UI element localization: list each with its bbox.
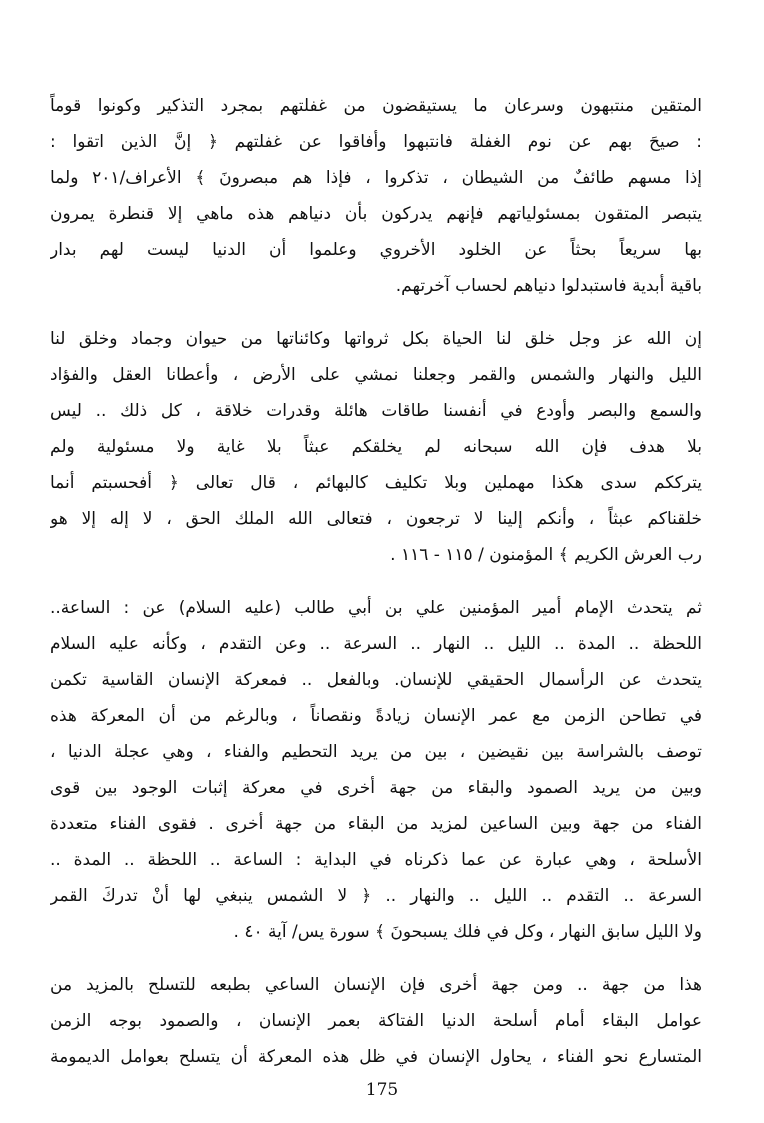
text-line: الفناء من جهة وبين الساعين لمزيد من البقاء من جهة أخرى . فقوى الفناء متعددة xyxy=(50,814,702,834)
text-line: الأسلحة ، وهي عبارة عن عما ذكرناه في البداية : الساعة .. اللحظة .. المدة .. xyxy=(50,850,702,870)
text-line: باقية أبدية فاستبدلوا دنياهم لحساب آخرتهم. xyxy=(395,276,702,296)
text-line: بها سريعاً بحثاً عن الخلود الأخروي وعلموا أن الدنيا ليست لهم بدار xyxy=(50,240,702,260)
text-line: اللحظة .. المدة .. الليل .. النهار .. السرعة .. وعن التقدم ، وكأنه عليه السلام xyxy=(50,634,702,654)
paragraph-1 xyxy=(50,88,702,304)
text-line: خلقناكم عبثاً ، وأنكم إلينا لا ترجعون ، فتعالى الله الملك الحق ، لا إله إلا هو xyxy=(50,509,702,529)
text-line: : صيحَ بهم عن نوم الغفلة فانتبهوا وأفاقوا عن غفلتهم ﴿ إنَّ الذين اتقوا : xyxy=(50,132,702,152)
text-line: الليل والنهار والشمس والقمر وجعلنا نمشي على الأرض ، وأعطانا العقل والفؤاد xyxy=(50,365,702,385)
text-line: وبين من يريد الصمود والبقاء من جهة أخرى في معركة إثبات الوجود بين قوى xyxy=(50,778,702,798)
text-line: ولا الليل سابق النهار ، وكل في فلك يسبحونَ ﴾ سورة يس/ آية ٤٠ . xyxy=(233,922,702,942)
page-number: 175 xyxy=(365,1080,399,1100)
text-line: يتبصر المتقون بمسئولياتهم فإنهم يدركون بأن دنياهم هذه ماهي إلا قنطرة يمرون xyxy=(50,204,702,224)
text-line: يتحدث عن الرأسمال الحقيقي للإنسان. وبالفعل .. فمعركة الإنسان القاسية تكمن xyxy=(50,670,702,690)
text-line: المتسارع نحو الفناء ، يحاول الإنسان في ظل هذه المعركة أن يتسلح بعوامل الديمومة xyxy=(50,1047,702,1067)
text-line: في تطاحن الزمن مع عمر الإنسان زيادةً ونقصاناً ، وبالرغم من أن المعركة هذه xyxy=(50,706,702,726)
paragraph-4 xyxy=(50,967,702,1075)
text-line: المتقين منتبهون وسرعان ما يستيقضون من غفلتهم بمجرد التذكير وكونوا قوماً xyxy=(50,96,702,116)
text-line: عوامل البقاء أمام أسلحة الدنيا الفتاكة بعمر الإنسان ، والصمود بوجه الزمن xyxy=(50,1011,702,1031)
text-line: هذا من جهة .. ومن جهة أخرى فإن الإنسان الساعي بطبعه للتسلح بالمزيد من xyxy=(50,975,702,995)
paragraph-3 xyxy=(50,590,702,950)
text-line: رب العرش الكريم ﴾ المؤمنون / ١١٥ - ١١٦ . xyxy=(390,545,702,565)
text-line: إذا مسهم طائفٌ من الشيطان ، تذكروا ، فإذا هم مبصرونَ ﴾ الأعراف/٢٠١ ولما xyxy=(50,168,702,188)
text-line: والسمع والبصر وأودع في أنفسنا طاقات هائلة وقدرات خلاقة ، كل ذلك .. ليس xyxy=(50,401,702,421)
text-line: ثم يتحدث الإمام أمير المؤمنين علي بن أبي طالب (عليه السلام) عن : الساعة.. xyxy=(50,598,702,618)
text-line: السرعة .. التقدم .. الليل .. والنهار .. ﴿ لا الشمس ينبغي لها أنْ تدركَ القمر xyxy=(50,886,702,906)
paragraph-2 xyxy=(50,321,702,573)
text-line: توصف بالشراسة بين نقيضين ، بين من يريد التحطيم والفناء ، وهي عجلة الدنيا ، xyxy=(50,742,702,762)
text-line: يترككم سدى هكذا مهملين وبلا تكليف كالبهائم ، قال تعالى ﴿ أفحسبتم أنما xyxy=(50,473,702,493)
text-line: بلا هدف فإن الله سبحانه لم يخلقكم عبثاً بلا غاية ولا مسئولية ولم xyxy=(50,437,702,457)
text-line: إن الله عز وجل خلق لنا الحياة بكل ثرواتها وكائناتها من حيوان وجماد وخلق لنا xyxy=(50,329,702,349)
